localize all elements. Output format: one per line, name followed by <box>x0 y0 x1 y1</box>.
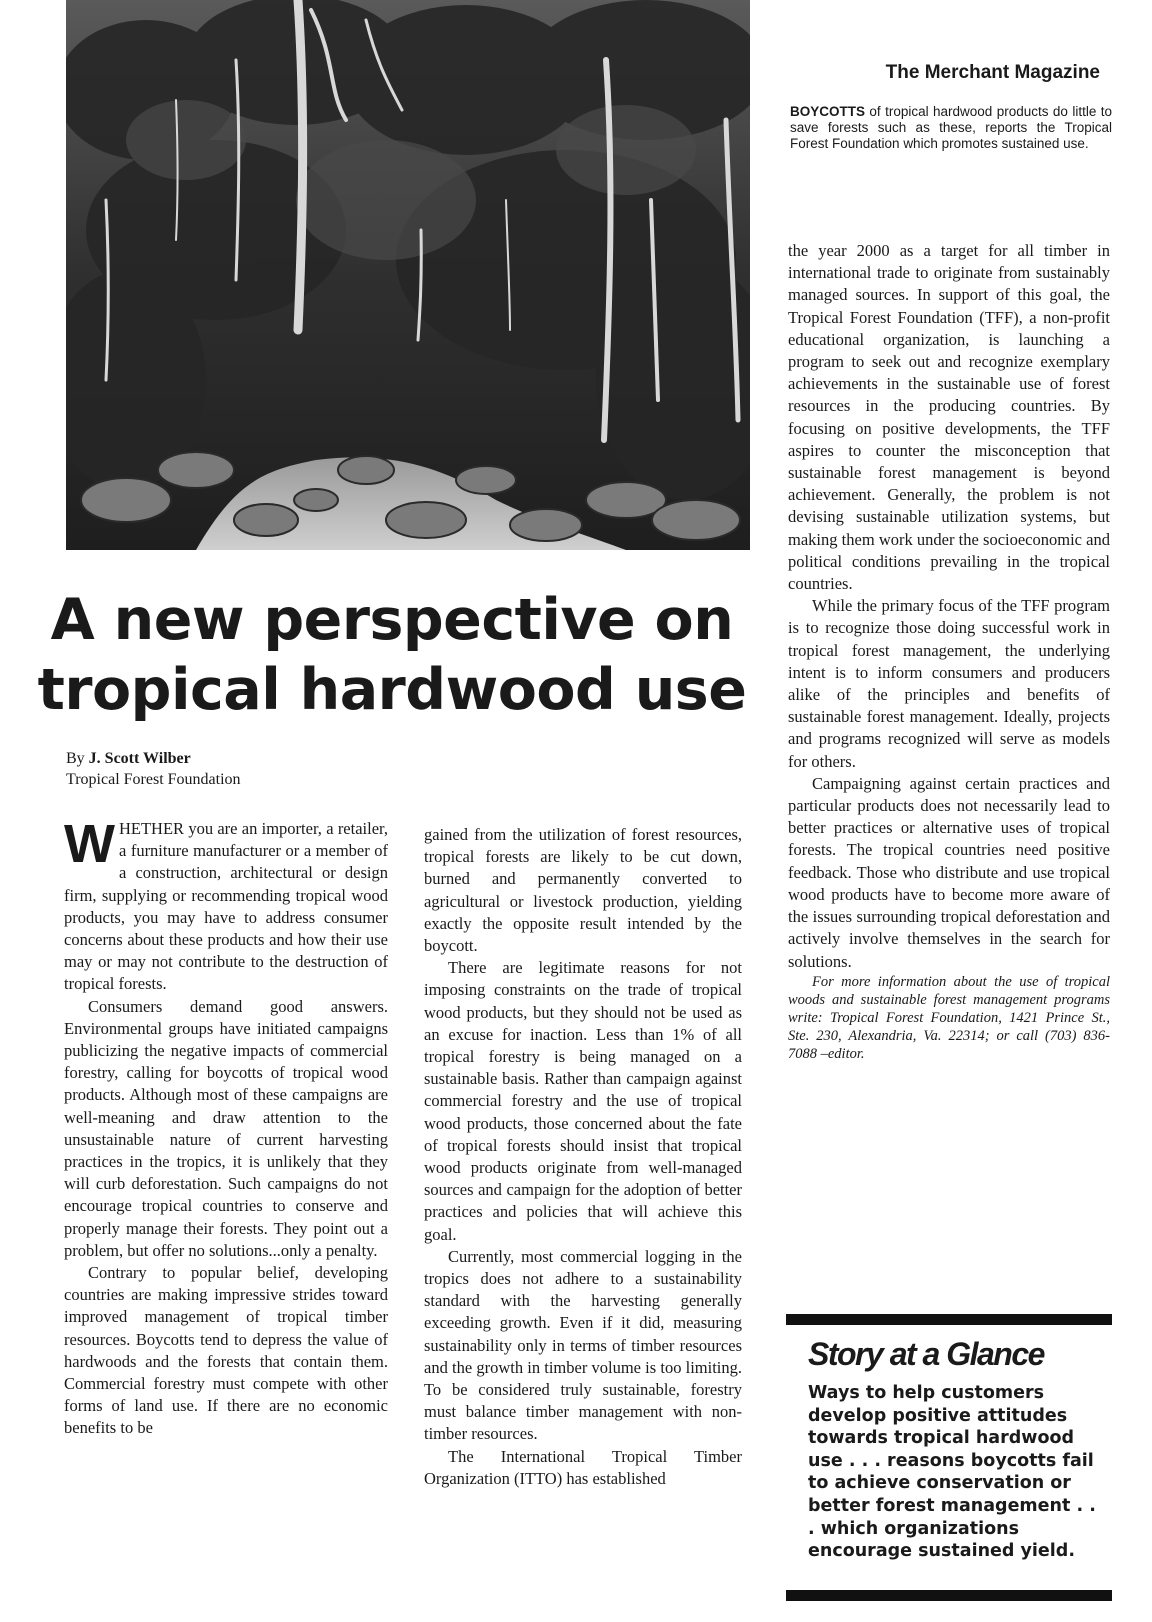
glance-summary: Ways to help customers develop positive attitudes towards tropical hardwood use . . . reasons boycotts fail to achieve conservation or better forest management . . . which organizations encourage sustained yield. <box>808 1383 1096 1562</box>
publication-name: The Merchant Magazine <box>885 62 1100 83</box>
byline <box>66 748 366 790</box>
glance-bottom-rule <box>786 1590 1112 1601</box>
forest-photo-illustration <box>66 0 750 550</box>
article-column-3 <box>788 240 1110 1063</box>
forest-photo <box>66 0 750 550</box>
paragraph-5: Currently, most commercial logging in the tropics does not adhere to a sustainability standard with the harvesting generally exceeding growth. Even if it did, measuring sustainability only in terms of timber resources and the growth in timber volume is too limiting. To be considered truly sustainable, forestry must balance timber management with non-timber resources. <box>424 1246 742 1444</box>
paragraph-8: Campaigning against certain practices and particular products does not necessarily lead to better practices or alternative uses of tropical forests. The tropical countries need positive feedback. Those who distribute and use tropical wood products have to become more aware of the issues surrounding tropical deforestation and actively involve themselves in the search for solutions. <box>788 773 1110 971</box>
caption-text: of tropical hardwood products do little to save forests such as these, reports the Tropical Forest Foundation which promotes sustained use. <box>790 104 1112 151</box>
glance-title: Story at a Glance <box>808 1336 1044 1372</box>
paragraph-1-text: HETHER you are an importer, a retailer, a furniture manufacturer or a member of a construction, architectural or design firm, supplying or recommending tropical wood products, you may have to address consumer concerns about these products and how their use may or may not contribute to the destruction of tropical forests. <box>64 819 388 994</box>
paragraph-1 <box>64 814 388 996</box>
byline-prefix: By <box>66 750 89 767</box>
paragraph-6: The International Tropical Timber Organization (ITTO) has established <box>424 1446 742 1488</box>
article-column-1 <box>64 814 388 1440</box>
article-column-2 <box>424 824 742 1490</box>
paragraph-6-continued: the year 2000 as a target for all timber in international trade to originate from sustainably managed sources. In support of this goal, the Tropical Forest Foundation (TFF), a non-profit educational organization, is launching a program to seek out and recognize exemplary achievements in the sustainable use of forest resources in the producing countries. By focusing on positive developments, the TFF aspires to counter the misconception that sustainable forest management is beyond achievement. Generally, the problem is not devising sustainable utilization systems, but making them work under the socioeconomic and political conditions prevailing in the tropical countries. <box>788 241 1110 594</box>
glance-top-rule <box>786 1314 1112 1325</box>
paragraph-2: Consumers demand good answers. Environmental groups have initiated campaigns publicizing the negative impacts of commercial forestry, calling for boycotts of tropical wood products. Although most of these campaigns are well-meaning and draw attention to the unsustainable nature of current harvesting practices in the tropics, it is unlikely that they will curb deforestation. Such campaigns do not encourage tropical countries to conserve and properly manage their forests. They point out a problem, but offer no solutions...only a penalty. <box>64 996 388 1260</box>
paragraph-4: There are legitimate reasons for not imposing constraints on the trade of tropical wood products, but they should not be used as an excuse for inaction. Less than 1% of all tropical forestry is being managed on a sustainable basis. Rather than campaign against commercial forestry and the use of tropical wood products, those concerned about the fate of tropical forests should insist that tropical wood products originate from well-managed sources and campaign for the adoption of better practices and policies that will achieve this goal. <box>424 958 742 1244</box>
story-at-a-glance-box <box>786 1314 1112 1604</box>
paragraph-3-continued: gained from the utilization of forest resources, tropical forests are likely to be cut down, burned and permanently converted to agricultural or livestock production, yielding exactly the opposite result intended by the boycott. <box>424 825 742 956</box>
caption-lead: BOYCOTTS <box>790 104 866 119</box>
photo-caption <box>790 104 1112 152</box>
headline: A new perspective on tropical hardwood use <box>37 587 747 723</box>
editor-note: For more information about the use of tropical woods and sustainable forest management programs write: Tropical Forest Foundation, 1421 Prince St., Ste. 230, Alexandria, Va. 22314; or call (703) 836-7088 –editor. <box>788 973 1110 1062</box>
author-name: J. Scott Wilber <box>88 750 191 767</box>
paragraph-7: While the primary focus of the TFF program is to recognize those doing successful work in tropical forest management, the underlying intent is to inform consumers and producers alike of the principles and benefits of sustainable forest management. Ideally, projects and programs recognized will serve as models for others. <box>788 596 1110 771</box>
author-organization: Tropical Forest Foundation <box>66 771 241 788</box>
drop-cap: W <box>64 814 115 874</box>
paragraph-3: Contrary to popular belief, developing countries are making impressive strides toward improved management of tropical timber resources. Boycotts tend to depress the value of hardwoods and the forests that contain them. Commercial forestry must compete with other forms of land use. If there are no economic benefits to be <box>64 1263 388 1438</box>
